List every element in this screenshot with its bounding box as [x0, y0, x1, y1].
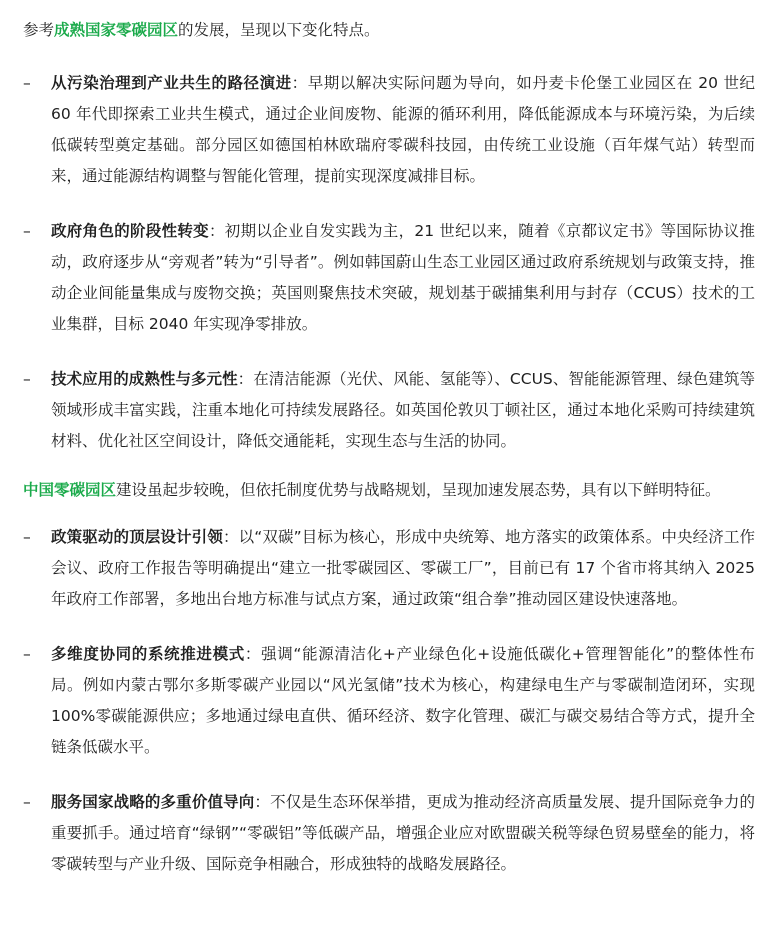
section-china: [23, 475, 755, 880]
section-one-intro: [23, 15, 755, 46]
list-item-body: ：初期以企业自发实践为主，21 世纪以来，随着《京都议定书》等国际协议推动，政府逐步从“旁观者”转为“引导者”。例如韩国蔚山生态工业园区通过政府系统规划与政策支持，推动企业间能量集成与废物交换；英国则聚焦技术突破，规划基于碳捕集利用与封存（CCUS）技术的工业集群，目标 2040 年实现净零排放。: [51, 222, 755, 333]
list-item-title: 政策驱动的顶层设计引领: [51, 528, 223, 546]
list-item-body: ：不仅是生态环保举措，更成为推动经济高质量发展、提升国际竞争力的重要抓手。通过培育“绿钢”“零碳铝”等低碳产品，增强企业应对欧盟碳关税等绿色贸易壁垒的能力，将零碳转型与产业升级、国际竞争相融合，形成独特的战略发展路径。: [51, 793, 755, 873]
list-item-body: ：早期以解决实际问题为导向，如丹麦卡伦堡工业园区在 20 世纪 60 年代即探索工业共生模式，通过企业间废物、能源的循环利用，降低能源成本与环境污染，为后续低碳转型奠定基础。部分园区如德国柏林欧瑞府零碳科技园，由传统工业设施（百年煤气站）转型而来，通过能源结构调整与智能化管理，提前实现深度减排目标。: [51, 74, 755, 185]
intro-suffix: 的发展，呈现以下变化特点。: [178, 21, 380, 39]
dash-marker: –: [23, 370, 31, 388]
list-item-body: ：以“双碳”目标为核心，形成中央统筹、地方落实的政策体系。中央经济工作会议、政府工作报告等明确提出“建立一批零碳园区、零碳工厂”，目前已有 17 个省市将其纳入 2025 年政府工作部署，多地出台地方标准与试点方案，通过政策“组合拳”推动园区建设快速落地。: [51, 528, 755, 608]
list-item: [23, 639, 755, 763]
intro-highlight-china: 中国零碳园区: [23, 481, 117, 499]
list-item-body: ：强调“能源清洁化+产业绿色化+设施低碳化+管理智能化”的整体性布局。例如内蒙古鄂尔多斯零碳产业园以“风光氢储”技术为核心，构建绿电生产与零碳制造闭环，实现 100%零碳能源供应；多地通过绿电直供、循环经济、数字化管理、碳汇与碳交易结合等方式，提升全链条低碳水平。: [51, 645, 755, 756]
list-item-title: 服务国家战略的多重价值导向: [51, 793, 255, 811]
list-item-body: ：在清洁能源（光伏、风能、氢能等）、CCUS、智能能源管理、绿色建筑等领域形成丰富实践，注重本地化可持续发展路径。如英国伦敦贝丁顿社区，通过本地化采购可持续建筑材料、优化社区空间设计，降低交通能耗，实现生态与生活的协同。: [51, 370, 755, 450]
list-item-title: 技术应用的成熟性与多元性: [51, 370, 238, 388]
dash-marker: –: [23, 74, 31, 92]
list-item-title: 政府角色的阶段性转变: [51, 222, 209, 240]
dash-marker: –: [23, 645, 31, 663]
list-item: [23, 68, 755, 192]
intro-highlight-mature-countries: 成熟国家零碳园区: [54, 21, 179, 39]
list-item-title: 多维度协同的系统推进模式: [51, 645, 245, 663]
list-item: [23, 787, 755, 880]
dash-marker: –: [23, 222, 31, 240]
dash-marker: –: [23, 793, 31, 811]
dash-marker: –: [23, 528, 31, 546]
section-mature-countries: [23, 15, 755, 457]
section-two-list: [23, 522, 755, 880]
section-two-intro: [23, 475, 755, 506]
list-item: [23, 522, 755, 615]
list-item: [23, 216, 755, 340]
section-one-list: [23, 68, 755, 457]
intro-prefix: 参考: [23, 21, 55, 39]
intro-suffix: 建设虽起步较晚，但依托制度优势与战略规划，呈现加速发展态势，具有以下鲜明特征。: [116, 481, 721, 499]
list-item-title: 从污染治理到产业共生的路径演进: [51, 74, 292, 92]
list-item: [23, 364, 755, 457]
